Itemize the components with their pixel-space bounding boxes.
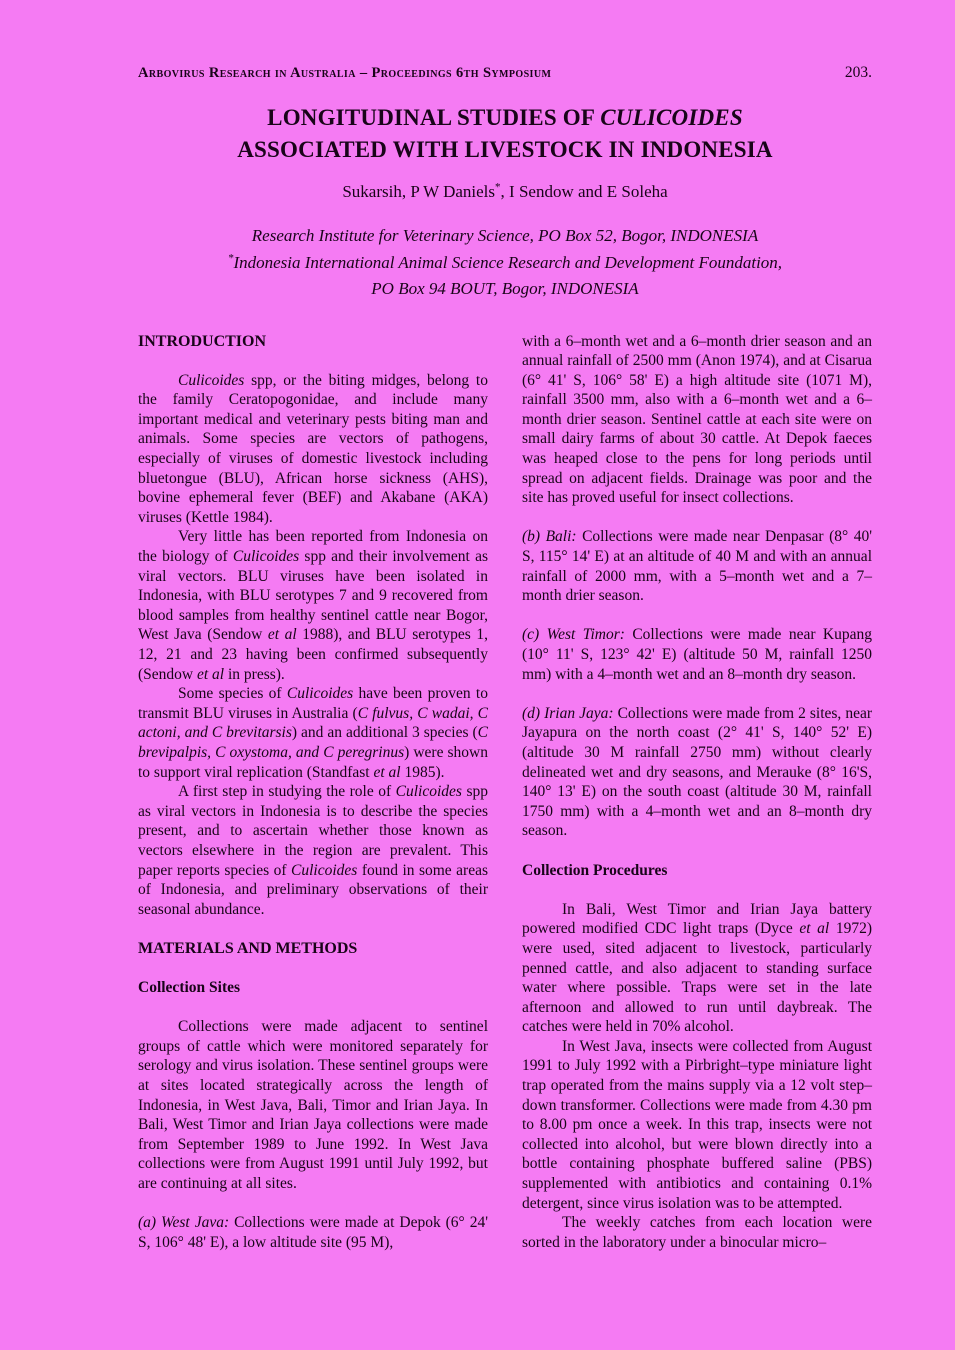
text-segment: In West Java, insects were collected from August 1991 to July 1992 with a Pirbright–type miniature light trap operated from the mains supply via a 12 volt step–down transformer. Collections were made from 4.30 pm to 8.00 pm once a week. In this trap, insects were not collected into alcohol, but were blown directly into a bottle containing phosphate buffered saline (PBS) supplemented with antibiotics and containing 0.1% detergent, since virus isolation was to be attempted. xyxy=(522,1037,872,1212)
text-segment: INTRODUCTION xyxy=(138,332,267,350)
text-segment: in press). xyxy=(224,665,285,683)
paragraph xyxy=(138,1017,488,1193)
text-segment: found in some areas of Indonesia, and preliminary observations of their seasonal abundance. xyxy=(138,861,488,918)
text-segment: Collections were made from 2 sites, near Jayapura on the north coast (2° 41' S, 140° 52' E) (altitude 30 M rainfall 2750 mm) without clearly delineated wet and dry seasons, and Merauke (8° 16'S, 140° 13' E) on the south coast (altitude 30 M, rainfall 1750 mm) with a 4–month wet and an 8–month dry season. xyxy=(522,704,872,840)
text-segment: LONGITUDINAL STUDIES OF xyxy=(267,105,601,130)
title-line-2 xyxy=(138,134,872,166)
text-segment: have been proven to transmit BLU viruses in Australia ( xyxy=(138,685,488,722)
title-line-1 xyxy=(138,102,872,134)
paragraph xyxy=(138,1213,488,1252)
text-segment: In Bali, West Timor and Irian Jaya battery powered modified CDC light traps (Dyce xyxy=(522,900,872,938)
page-number: 203. xyxy=(844,64,872,81)
text-segment: 1985). xyxy=(400,763,445,781)
text-segment: (a) West Java: xyxy=(138,1214,230,1232)
text-segment: 1988), and BLU serotypes 1, 12, 21 and 23 having been confirmed subsequently (Sendow xyxy=(138,626,488,683)
text-segment: A first step in studying the role of xyxy=(178,783,396,801)
paragraph xyxy=(522,900,872,1037)
text-segment: C brevipalpis, C oxystoma, and C peregrinus xyxy=(138,724,489,761)
section-heading xyxy=(138,978,488,998)
paragraph xyxy=(522,704,872,841)
paragraph xyxy=(138,527,488,684)
text-segment: ) were shown to support viral replication (Standfast xyxy=(138,743,488,781)
text-segment: et al xyxy=(267,626,297,644)
text-segment: Collections were made at Depok (6° 24' S, 106° 48' E), a low altitude site (95 M), xyxy=(138,1214,489,1251)
two-column-body xyxy=(138,332,872,1253)
column-left xyxy=(138,332,488,1253)
text-segment: spp and their involvement as viral vectors. BLU viruses have been isolated in Indonesia, with BLU serotypes 7 and 9 recovered from blood samples from healthy sentinel cattle near Bogor, West Java (Sendow xyxy=(138,548,488,644)
text-segment: 1972) were used, sited adjacent to livestock, particularly penned cattle, and also adjacent to standing surface water where possible. Traps were set in the late afternoon and allowed to run until daybreak. The catches were held in 70% alcohol. xyxy=(522,920,873,1036)
text-segment: Collection Sites xyxy=(138,979,241,997)
section-heading xyxy=(138,939,488,959)
column-right xyxy=(522,332,872,1253)
section-heading xyxy=(522,861,872,881)
paragraph xyxy=(138,782,488,919)
text-segment: et al xyxy=(196,665,225,683)
text-segment: PO Box 94 BOUT, Bogor, INDONESIA xyxy=(371,279,639,299)
text-segment: spp as viral vectors in Indonesia is to describe the species present, and to ascertain whether those known as vectors elsewhere in the region are prevalent. This paper reports species of xyxy=(138,783,488,879)
text-segment: Culicoides xyxy=(232,548,300,566)
text-segment: with a 6–month wet and a 6–month drier season and an annual rainfall of 2500 mm (Anon 1974), and at Cisarua (6° 41' S, 106° 58' E) a high altitude site (1071 M), rainfall 3500 mm, also with a 6–month wet and a 6–month drier season. Sentinel cattle at each site were on small dairy farms of about 30 cattle. At Depok faeces was heaped close to the pens for long periods until spread on adjacent fields. Drainage was poor and the site has proved useful for insect collections. xyxy=(522,332,872,507)
authors-line xyxy=(138,182,872,202)
paper-title xyxy=(138,102,872,165)
journal-header: Arbovirus Research in Australia – Proceedings 6th Symposium xyxy=(138,65,552,81)
text-segment: ) and an additional 3 species ( xyxy=(291,724,478,742)
affiliation-line-3 xyxy=(138,276,872,302)
page-header xyxy=(138,64,872,82)
text-segment: Collections were made near Kupang (10° 11' S, 123° 42' E) (altitude 50 M, rainfall 1250 mm) with a 4–month wet and an 8–month dry season. xyxy=(522,626,872,683)
text-segment: et al xyxy=(799,920,830,938)
text-segment: * xyxy=(227,252,234,265)
text-segment: Culicoides xyxy=(395,783,462,801)
text-segment: Some species of xyxy=(178,685,287,703)
text-segment: * xyxy=(495,181,501,194)
text-segment: Indonesia International Animal Science Research and Development Foundation, xyxy=(233,252,783,272)
affiliations-block xyxy=(138,223,872,302)
text-segment: Very little has been reported from Indonesia on the biology of xyxy=(138,528,488,566)
text-segment: (c) West Timor: xyxy=(522,626,625,644)
paragraph xyxy=(522,1037,872,1213)
text-segment: Culicoides xyxy=(291,861,358,879)
text-segment: spp, or the biting midges, belong to the family Ceratopogonidae, and include many important medical and veterinary pests biting man and animals. Some species are vectors of pathogens, especially of viruses of domestic livestock including bluetongue (BLU), African horse sickness (AHS), bovine ephemeral fever (BEF) and Akabane (AKA) viruses (Kettle 1984). xyxy=(138,371,488,526)
text-segment: (b) Bali: xyxy=(522,528,577,546)
paragraph xyxy=(522,332,872,508)
paragraph xyxy=(522,625,872,684)
paragraph xyxy=(522,1213,872,1252)
section-heading xyxy=(138,332,488,352)
text-segment: MATERIALS AND METHODS xyxy=(138,939,358,957)
text-segment: ASSOCIATED WITH LIVESTOCK IN INDONESIA xyxy=(237,136,773,162)
text-segment: Sukarsih, P W Daniels xyxy=(342,182,495,202)
affiliation-line-1 xyxy=(138,223,872,249)
text-segment: CULICOIDES xyxy=(600,105,743,130)
text-segment: Culicoides xyxy=(286,685,354,703)
text-segment: et al xyxy=(373,763,401,781)
affiliation-line-2 xyxy=(138,250,872,276)
text-segment: Collection Procedures xyxy=(522,861,668,879)
paragraph xyxy=(138,684,488,782)
text-segment: C fulvus, C wadai, C actoni, and C brevitarsis xyxy=(138,704,489,742)
text-segment: (d) Irian Jaya: xyxy=(522,704,614,722)
text-segment: The weekly catches from each location were sorted in the laboratory under a binocular micro– xyxy=(522,1214,872,1251)
text-segment: Collections were made adjacent to sentinel groups of cattle which were monitored separately for serology and virus isolation. These sentinel groups were at sites located strategically across the length of Indonesia, in West Java, Bali, Timor and Irian Jaya. In Bali, West Timor and Irian Jaya collections were made from September 1989 to June 1992. In West Java collections were from August 1991 until July 1992, but are continuing at all sites. xyxy=(138,1018,488,1193)
paragraph xyxy=(138,371,488,528)
text-segment: Collections were made near Denpasar (8° 40' S, 115° 14' E) at an altitude of 40 M and with an annual rainfall of 2000 mm, with a 5–month wet and a 7–month drier season. xyxy=(522,528,872,605)
paragraph xyxy=(522,527,872,605)
text-segment: Research Institute for Veterinary Science, PO Box 52, Bogor, INDONESIA xyxy=(251,226,759,246)
text-segment: Culicoides xyxy=(178,371,245,389)
text-segment: , I Sendow and E Soleha xyxy=(500,182,668,202)
